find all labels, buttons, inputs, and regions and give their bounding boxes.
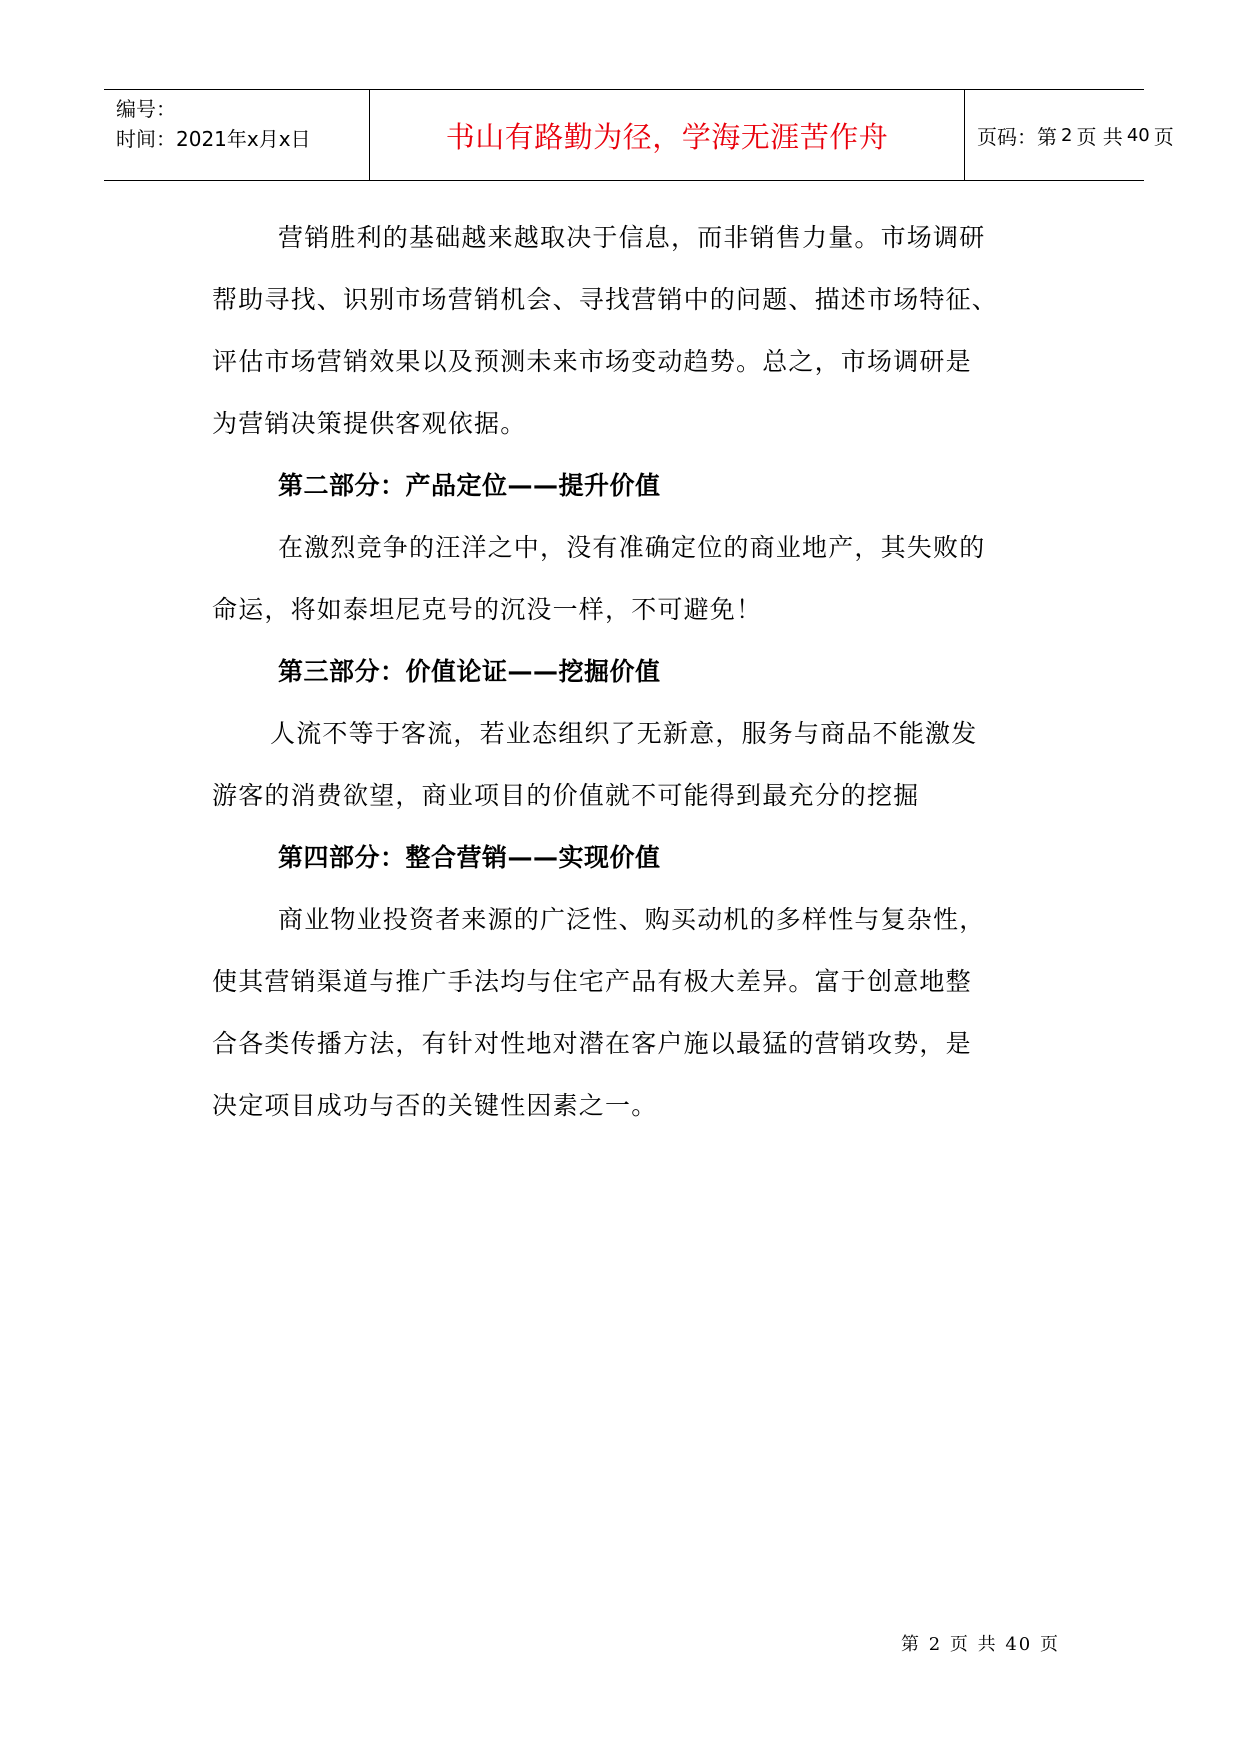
page-total: 40 [1126,124,1150,146]
header-page-cell [965,90,1174,180]
section-heading-3: 第三部分：价值论证——挖掘价值 [278,657,661,686]
header-motto: 书山有路勤为径，学海无涯苦作舟 [445,119,889,154]
paragraph-4-line-4: 决定项目成功与否的关键性因素之一。 [212,1091,658,1120]
serial-number-label: 编号： [116,97,176,121]
paragraph-2-line-1: 在激烈竞争的汪洋之中，没有准确定位的商业地产，其失败的 [278,533,986,562]
date-label: 时间：2021年x月x日 [116,127,311,151]
paragraph-1-line-4: 为营销决策提供客观依据。 [212,409,527,438]
paragraph-4-line-3: 合各类传播方法，有针对性地对潜在客户施以最猛的营销攻势，是 [212,1029,972,1058]
page-suffix: 页 [1153,124,1174,149]
paragraph-4-line-1: 商业物业投资者来源的广泛性、购买动机的多样性与复杂性， [278,905,986,934]
paragraph-3-line-1: 人流不等于客流，若业态组织了无新意，服务与商品不能激发 [270,719,978,748]
paragraph-1-line-1: 营销胜利的基础越来越取决于信息，而非销售力量。市场调研 [278,223,986,252]
paragraph-2-line-2: 命运，将如泰坦尼克号的沉没一样，不可避免！ [212,595,763,624]
page-mid: 页 共 [1076,124,1123,149]
page-prefix: 页码：第 [977,124,1057,149]
header-motto-cell [370,90,965,180]
header-meta-cell [104,90,370,180]
paragraph-1-line-2: 帮助寻找、识别市场营销机会、寻找营销中的问题、描述市场特征、 [212,285,999,314]
document-header [104,89,1174,181]
section-heading-2: 第二部分：产品定位——提升价值 [278,471,661,500]
page-current: 2 [1061,124,1073,146]
section-heading-4: 第四部分：整合营销——实现价值 [278,843,661,872]
page-footer: 第 2 页 共 40 页 [901,1634,1060,1655]
paragraph-1-line-3: 评估市场营销效果以及预测未来市场变动趋势。总之，市场调研是 [212,347,972,376]
paragraph-4-line-2: 使其营销渠道与推广手法均与住宅产品有极大差异。富于创意地整 [212,967,972,996]
paragraph-3-line-2: 游客的消费欲望，商业项目的价值就不可能得到最充分的挖掘 [212,781,920,810]
